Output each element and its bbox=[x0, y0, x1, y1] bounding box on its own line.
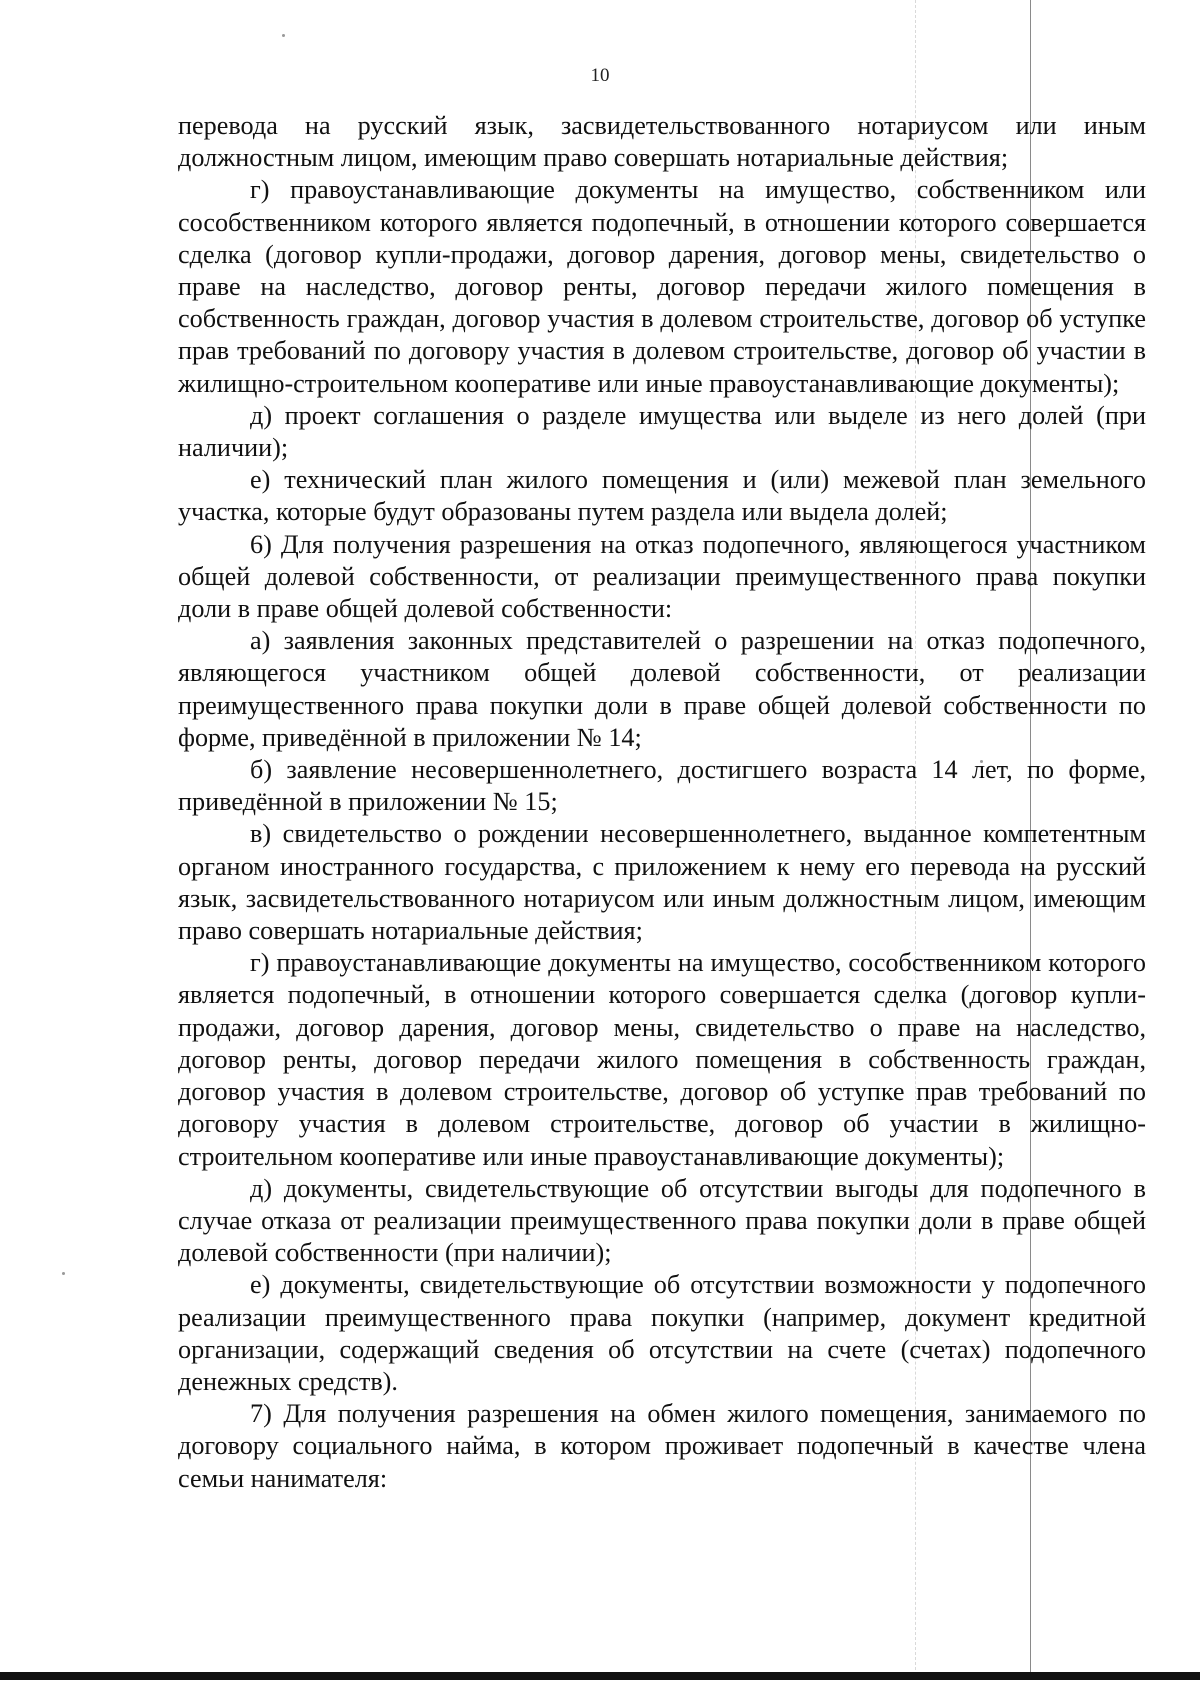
paragraph-item-e-no-possibility-documents: е) документы, свидетельствующие об отсутствии возможности у подопечного реализации преимущественного права покупки (например, документ кредитной организации, содержащий сведения об отсутствии на счете (счетах) подопечного денежных средств). bbox=[178, 1270, 1146, 1396]
paragraph-item-a-representatives-statement: а) заявления законных представителей о разрешении на отказ подопечного, являющегося участником общей долевой собственности, от реализации преимущественного права покупки доли в праве общей долевой собственности по форме, приведённой в приложении № 14; bbox=[178, 626, 1146, 752]
document-body bbox=[178, 110, 1146, 1495]
scan-speck bbox=[62, 1272, 65, 1275]
paragraph-section-7-heading: 7) Для получения разрешения на обмен жилого помещения, занимаемого по договору социального найма, в котором проживает подопечный в качестве члена семьи нанимателя: bbox=[178, 1399, 1146, 1493]
page-number: 10 bbox=[590, 65, 610, 86]
paragraph-item-d-division-agreement: д) проект соглашения о разделе имущества или выделе из него долей (при наличии); bbox=[178, 400, 1146, 463]
paragraph-item-g-ownership-documents: г) правоустанавливающие документы на имущество, собственником или сособственником которого является подопечный, в отношении которого совершается сделка (договор купли-продажи, договор дарения, договор мены, свидетельство о праве на наследство, договор ренты, договор передачи жилого помещения в собственность граждан, договор участия в долевом строительстве, договор об уступке прав требований по договору участия в долевом строительстве, договор об участии в жилищно-строительном кооперативе или иные правоустанавливающие документы); bbox=[178, 175, 1146, 398]
paragraph-item-d-no-benefit-documents: д) документы, свидетельствующие об отсутствии выгоды для подопечного в случае отказа от реализации преимущественного права покупки доли в праве общей долевой собственности (при наличии); bbox=[178, 1173, 1146, 1268]
paragraph-item-v-birth-certificate: в) свидетельство о рождении несовершеннолетнего, выданное компетентным органом иностранного государства, с приложением к нему его перевода на русский язык, засвидетельствованного нотариусом или иным должностным лицом, имеющим право совершать нотариальные действия; bbox=[178, 819, 1146, 946]
paragraph-item-e-technical-plan: е) технический план жилого помещения и (или) межевой план земельного участка, которые будут образованы путем раздела или выдела долей; bbox=[178, 465, 1146, 527]
paragraph-item-g-co-ownership-documents: г) правоустанавливающие документы на имущество, сособственником которого является подопечный, в отношении которого совершается сделка (договор купли-продажи, договор дарения, договор мены, свидетельство о праве на наследство, договор ренты, договор передачи жилого помещения в собственность граждан, договор участия в долевом строительстве, договор об уступке прав требований по договору участия в долевом строительстве, договор об участии в жилищно-строительном кооперативе или иные правоустанавливающие документы); bbox=[178, 948, 1146, 1171]
paragraph-continuation: перевода на русский язык, засвидетельствованного нотариусом или иным должностным лицом, имеющим право совершать нотариальные действия; bbox=[178, 111, 1146, 173]
paragraph-item-b-minor-statement: б) заявление несовершеннолетнего, достигшего возраста 14 лет, по форме, приведённой в приложении № 15; bbox=[178, 755, 1146, 817]
paragraph-section-6-heading: 6) Для получения разрешения на отказ подопечного, являющегося участником общей долевой собственности, от реализации преимущественного права покупки доли в праве общей долевой собственности: bbox=[178, 529, 1146, 624]
scan-speck bbox=[282, 34, 285, 37]
scan-bottom-edge bbox=[0, 1672, 1200, 1680]
